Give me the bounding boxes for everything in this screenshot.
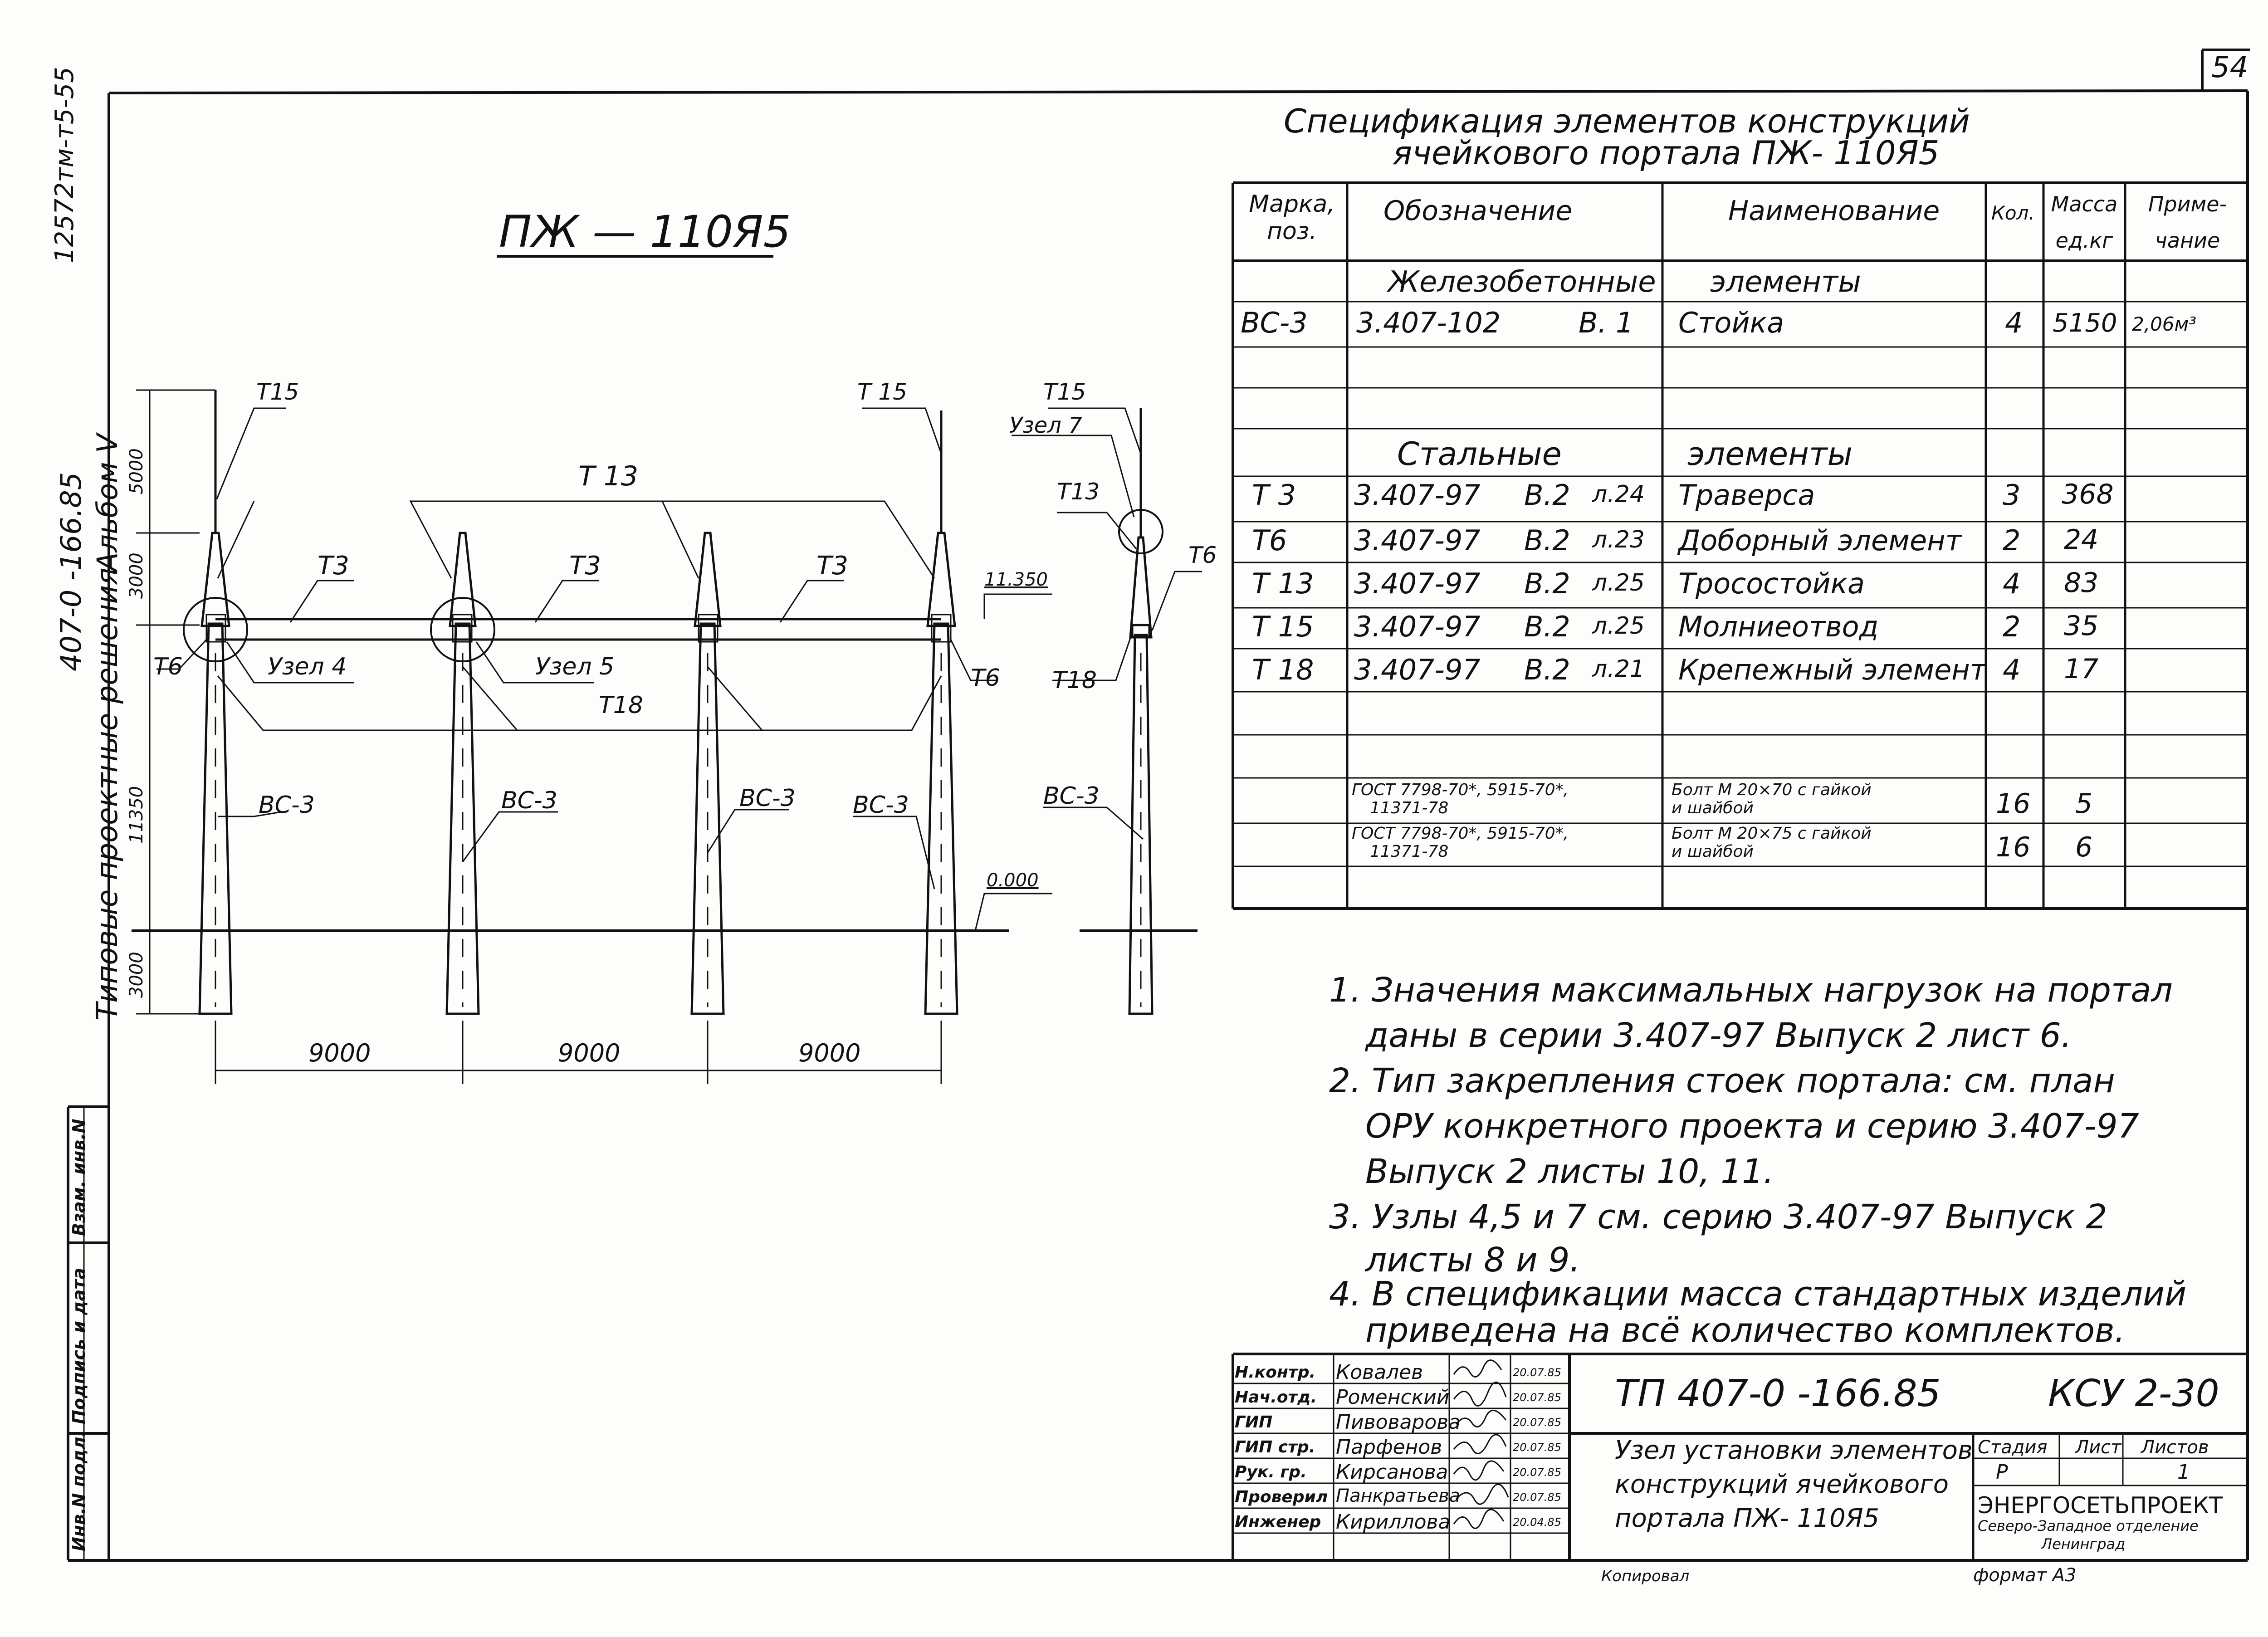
bolt-name-2: и шайбой <box>1672 799 1754 817</box>
dim-v-3000: 3000 <box>126 552 147 599</box>
doc-code: ТП 407-0 -166.85 <box>1615 1372 1941 1415</box>
tb-stage-hdr: Стадия <box>1978 1437 2048 1458</box>
staff-role: Нач.отд. <box>1235 1388 1317 1407</box>
row-mass: 24 <box>2064 524 2099 556</box>
stamp-sign: Подпись и дата <box>69 1267 89 1424</box>
row-bc3-note: 2,06м³ <box>2132 313 2197 335</box>
label-uzel5: Узел 5 <box>535 653 615 680</box>
label-t18-side: T18 <box>1052 667 1097 694</box>
hdr-qty: Кол. <box>1991 202 2035 224</box>
row-sheet: л.24 <box>1592 481 1645 508</box>
row-mark: T 15 <box>1252 610 1314 643</box>
hdr-mass: Масса ед.кг <box>2051 192 2118 253</box>
tb-desc-1: Узел установки элементов <box>1615 1436 1973 1465</box>
hdr-note: Приме- чание <box>2148 192 2227 253</box>
stamp-replace: Взам. инв.N <box>69 1119 89 1236</box>
row-name: Траверса <box>1678 479 1815 512</box>
row-bc3-qty: 4 <box>2005 306 2023 339</box>
row-bc3-ver: В. 1 <box>1579 306 1634 339</box>
label-uzel7: Узел 7 <box>1009 413 1082 438</box>
bolt-mass: 6 <box>2075 831 2093 863</box>
row-ver: В.2 <box>1524 610 1570 643</box>
row-qty: 2 <box>2003 524 2021 557</box>
bolt-name-2: и шайбой <box>1672 842 1754 861</box>
staff-role: Рук. гр. <box>1235 1463 1307 1481</box>
tb-sheets-hdr: Листов <box>2141 1437 2209 1458</box>
tb-desc-3: портала ПЖ- 110Я5 <box>1615 1504 1880 1533</box>
row-ver: В.2 <box>1524 653 1570 686</box>
tb-sheet-hdr: Лист <box>2075 1437 2121 1458</box>
dim-v-3000b: 3000 <box>126 952 147 998</box>
staff-name: Панкратьева <box>1336 1486 1461 1506</box>
label-bc3-4: BC-3 <box>853 792 909 819</box>
row-qty: 4 <box>2003 567 2021 600</box>
dim-h-3: 9000 <box>798 1039 861 1067</box>
row-qty: 4 <box>2003 653 2021 686</box>
row-bc3-name: Стойка <box>1678 306 1784 339</box>
bolt-mass: 5 <box>2075 788 2093 820</box>
label-t3-2: T3 <box>569 551 601 581</box>
row-name: Доборный элемент <box>1678 524 1962 557</box>
tb-stage: Р <box>1996 1461 2008 1484</box>
staff-role: Инженер <box>1235 1513 1321 1531</box>
staff-date: 20.07.85 <box>1513 1366 1561 1379</box>
row-bc3-des: 3.407-102 <box>1356 306 1501 339</box>
side-code-series: Типовые проектные решения <box>91 567 124 1021</box>
bolt-name-1: Болт М 20×70 с гайкой <box>1672 781 1872 799</box>
row-mass: 83 <box>2064 567 2099 599</box>
row-sheet: л.25 <box>1592 612 1645 640</box>
drawing-title: ПЖ — 110Я5 <box>499 206 791 257</box>
hdr-name: Наименование <box>1728 195 1940 227</box>
bolt-des-2: 11371-78 <box>1370 842 1449 861</box>
row-sheet: л.21 <box>1592 655 1645 683</box>
section-steel-a: Стальные <box>1397 435 1562 473</box>
side-code-main: 407-0 -166.85 <box>54 472 88 671</box>
hdr-mark: Марка, поз. <box>1249 191 1335 245</box>
label-t3-3: T3 <box>816 551 848 581</box>
note-line: приведена на всё количество комплектов. <box>1365 1311 2126 1350</box>
staff-role: ГИП стр. <box>1235 1438 1315 1456</box>
row-bc3-mark: BC-3 <box>1241 306 1308 339</box>
dim-h-1: 9000 <box>308 1039 371 1067</box>
row-mark: T 13 <box>1252 567 1314 600</box>
staff-role: Проверил <box>1235 1488 1328 1506</box>
section-steel-b: элементы <box>1687 435 1853 473</box>
note-line: 2. Тип закрепления стоек портала: см. план <box>1329 1061 2115 1100</box>
row-mark: T 18 <box>1252 653 1314 686</box>
note-line: 3. Узлы 4,5 и 7 см. серию 3.407-97 Выпуск 2 <box>1329 1197 2107 1236</box>
signatures <box>1449 1354 1510 1560</box>
bolt-des-1: ГОСТ 7798-70*, 5915-70*, <box>1352 781 1569 799</box>
staff-name: Ковалев <box>1336 1361 1423 1384</box>
staff-date: 20.07.85 <box>1513 1491 1561 1504</box>
row-mark: T 3 <box>1252 479 1296 512</box>
section-concrete-b: элементы <box>1710 265 1861 299</box>
staff-date: 20.07.85 <box>1513 1466 1561 1479</box>
label-uzel4: Узел 4 <box>268 653 347 680</box>
dim-v-11350: 11350 <box>126 786 147 844</box>
level-zero: 0.000 <box>987 870 1039 891</box>
row-ver: В.2 <box>1524 479 1570 512</box>
tb-org-sub1: Северо-Западное отделение <box>1978 1517 2199 1534</box>
label-bc3-side: BC-3 <box>1043 782 1100 810</box>
label-t6-right: T6 <box>971 665 1000 692</box>
bolt-qty: 16 <box>1996 788 2031 820</box>
dim-h-2: 9000 <box>558 1039 621 1067</box>
label-t15-1: T15 <box>256 379 299 405</box>
spec-title-1: Спецификация элементов конструкций <box>1284 102 1970 140</box>
label-t15-3: T15 <box>1043 379 1086 405</box>
tb-org-sub2: Ленинград <box>2041 1535 2126 1553</box>
row-bc3-mass: 5150 <box>2053 308 2117 338</box>
section-concrete-a: Железобетонные <box>1388 265 1656 299</box>
hdr-designation: Обозначение <box>1383 195 1573 227</box>
bolt-qty: 16 <box>1996 831 2031 863</box>
format-label: формат А3 <box>1973 1565 2077 1586</box>
label-t18: T18 <box>599 692 643 719</box>
staff-name: Кириллова <box>1336 1510 1451 1534</box>
row-sheet: л.25 <box>1592 569 1645 596</box>
row-ver: В.2 <box>1524 567 1570 600</box>
side-code-volume: Альбом V <box>91 434 124 572</box>
bolt-des-1: ГОСТ 7798-70*, 5915-70*, <box>1352 824 1569 843</box>
staff-date: 20.04.85 <box>1513 1516 1561 1529</box>
row-des: 3.407-97 <box>1354 479 1481 512</box>
label-t3-1: T3 <box>318 551 349 581</box>
row-des: 3.407-97 <box>1354 610 1481 643</box>
row-name: Крепежный элемент <box>1678 653 1986 686</box>
staff-name: Роменский <box>1336 1386 1450 1409</box>
label-t13: T 13 <box>578 460 639 492</box>
staff-name: Парфенов <box>1336 1436 1442 1459</box>
staff-date: 20.07.85 <box>1513 1416 1561 1429</box>
tb-desc-2: конструкций ячейкового <box>1615 1470 1949 1499</box>
note-line: 1. Значения максимальных нагрузок на портал <box>1329 971 2173 1010</box>
staff-date: 20.07.85 <box>1513 1391 1561 1404</box>
tb-sheets: 1 <box>2177 1461 2190 1484</box>
label-t6-side: T6 <box>1188 542 1217 568</box>
row-qty: 3 <box>2003 479 2021 512</box>
row-name: Молниеотвод <box>1678 610 1879 643</box>
row-des: 3.407-97 <box>1354 524 1481 557</box>
staff-name: Кирсанова <box>1336 1461 1448 1484</box>
sheet-number: 54 <box>2211 51 2248 84</box>
row-sheet: л.23 <box>1592 526 1645 553</box>
level-top: 11.350 <box>984 569 1048 590</box>
staff-role: Н.контр. <box>1235 1363 1316 1382</box>
dim-v-5000: 5000 <box>126 448 147 494</box>
row-ver: В.2 <box>1524 524 1570 557</box>
note-line: Выпуск 2 листы 10, 11. <box>1365 1152 1774 1191</box>
label-bc3-2: BC-3 <box>501 787 557 814</box>
note-line: ОРУ конкретного проекта и серию 3.407-97 <box>1365 1107 2139 1146</box>
label-t13-side: T13 <box>1057 479 1100 505</box>
row-mass: 35 <box>2064 610 2099 642</box>
row-mark: T6 <box>1252 524 1287 557</box>
label-bc3-1: BC-3 <box>259 792 315 819</box>
row-des: 3.407-97 <box>1354 653 1481 686</box>
side-code-top: 12572тм-т5-55 <box>50 67 79 263</box>
row-mass: 17 <box>2064 653 2099 685</box>
note-line: 4. В спецификации масса стандартных изделий <box>1329 1275 2187 1314</box>
note-line: листы 8 и 9. <box>1365 1241 1580 1280</box>
staff-role: ГИП <box>1235 1413 1273 1432</box>
sheet-code: КСУ 2-30 <box>2048 1372 2219 1415</box>
label-t15-2: T 15 <box>857 379 908 405</box>
label-bc3-3: BC-3 <box>739 785 796 812</box>
label-t6-left: T6 <box>153 653 183 680</box>
spec-title-2: ячейкового портала ПЖ- 110Я5 <box>1393 134 1940 172</box>
row-name: Тросостойка <box>1678 567 1865 600</box>
copied-label: Копировал <box>1601 1567 1690 1585</box>
staff-date: 20.07.85 <box>1513 1441 1561 1454</box>
note-line: даны в серии 3.407-97 Выпуск 2 лист 6. <box>1365 1016 2072 1055</box>
bolt-des-2: 11371-78 <box>1370 799 1449 817</box>
stamp-inv: Инв.N подл. <box>69 1430 89 1551</box>
row-qty: 2 <box>2003 610 2021 643</box>
bolt-name-1: Болт М 20×75 с гайкой <box>1672 824 1872 843</box>
tb-org: ЭНЕРГОСЕТЬПРОЕКТ <box>1978 1492 2223 1519</box>
row-mass: 368 <box>2062 479 2114 510</box>
staff-name: Пивоварова <box>1336 1411 1461 1434</box>
row-des: 3.407-97 <box>1354 567 1481 600</box>
